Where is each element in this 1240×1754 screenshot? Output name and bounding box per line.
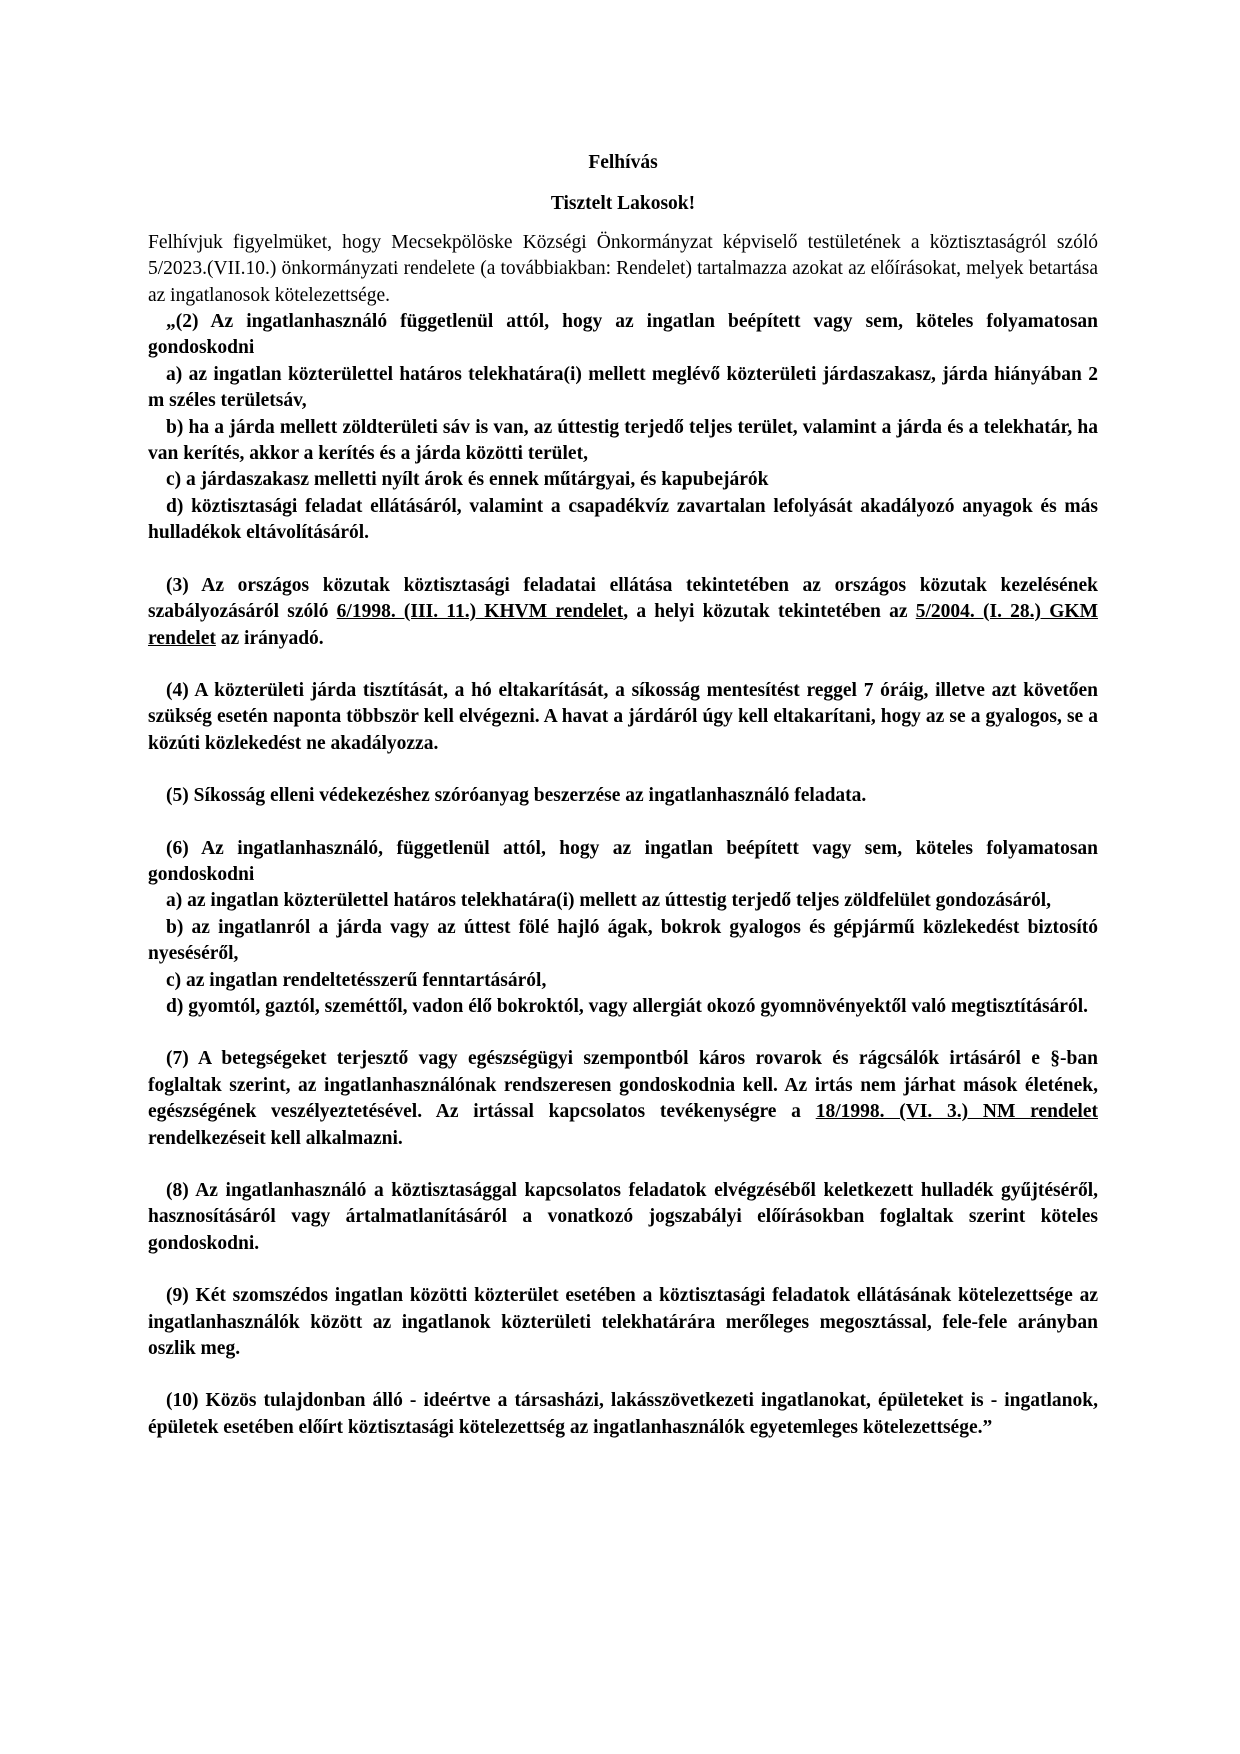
section-2-item-c: c) a járdaszakasz melletti nyílt árok és ennek műtárgyai, és kapubejárók [166, 469, 769, 491]
section-2-item-a: a) az ingatlan közterülettel határos telekhatára(i) mellett meglévő közterületi járdaszakasz, járda hiányában 2 m széles területsáv, [148, 363, 1098, 412]
section-3-regulation-link-1[interactable]: 6/1998. (III. 11.) KHVM rendelet [336, 601, 624, 623]
section-5: (5) Síkosság elleni védekezéshez szóróanyag beszerzése az ingatlanhasználó feladata. [166, 785, 867, 807]
intro-paragraph: Felhívjuk figyelmüket, hogy Mecsekpölöske Községi Önkormányzat képviselő testületének a köztisztaságról szóló 5/2023.(VII.10.) önkormányzati rendelete (a továbbiakban: Rendelet) tartalmazza azokat az előírásokat, melyek betartása az ingatlanosok kötelezettsége. [148, 231, 1098, 306]
section-3-text-2: , a helyi közutak tekintetében az [623, 601, 916, 623]
section-9: (9) Két szomszédos ingatlan közötti közterület esetében a köztisztasági feladatok ellátásának kötelezettsége az ingatlanhasználók között az ingatlanok közterületi telekhatárára merőleges megosztással, fele-fele arányban oszlik meg. [148, 1285, 1098, 1360]
section-8: (8) Az ingatlanhasználó a köztisztasággal kapcsolatos feladatok elvégzéséből keletkezett hulladék gyűjtéséről, hasznosításáról vagy ártalmatlanításáról a vonatkozó jogszabályi előírásokban foglaltak szerint köteles gondoskodni. [148, 1180, 1098, 1254]
section-6 [148, 836, 1098, 1021]
section-6-item-b: b) az ingatlanról a járda vagy az úttest fölé hajló ágak, bokrok gyalogos és gépjármű közlekedést biztosító nyeséséről, [148, 916, 1098, 965]
section-6-item-d: d) gyomtól, gaztól, szeméttől, vadon élő bokroktól, vagy allergiát okozó gyomnövényektől való megtisztításáról. [166, 995, 1088, 1017]
section-3-text-3: az irányadó. [215, 627, 324, 649]
section-2-lead: „(2) Az ingatlanhasználó függetlenül attól, hogy az ingatlan beépített vagy sem, köteles folyamatosan gondoskodni [148, 311, 1098, 359]
section-2-item-d: d) köztisztasági feladat ellátásáról, valamint a csapadékvíz zavartalan lefolyását akadályozó anyagok és más hulladékok eltávolításáról. [148, 495, 1098, 544]
section-6-item-a: a) az ingatlan közterülettel határos telekhatára(i) mellett az úttestig terjedő teljes zöldfelület gondozásáról, [166, 890, 1052, 912]
section-3-text-1: (3) Az országos közutak köztisztasági feladatai ellátása tekintetében az országos közutak kezelésének szabályozásáról szóló [148, 574, 1098, 623]
document-page [148, 150, 1098, 1441]
section-10: (10) Közös tulajdonban álló - ideértve a társasházi, lakásszövetkezeti ingatlanokat, épületeket is - ingatlanok, épületek esetében előírt köztisztasági kötelezettség az ingatlanhasználók egyetemleges kötelezettsége.” [148, 1390, 1098, 1438]
section-6-lead: (6) Az ingatlanhasználó, függetlenül attól, hogy az ingatlan beépített vagy sem, köteles folyamatosan gondoskodni [148, 837, 1098, 885]
section-4: (4) A közterületi járda tisztítását, a hó eltakarítását, a síkosság mentesítést reggel 7 óráig, illetve azt követően szükség esetén naponta többször kell elvégezni. A havat a járdáról úgy kell eltakarítani, hogy az se a gyalogos, se a közúti közlekedést ne akadályozza. [148, 679, 1098, 754]
document-title: Felhívás [588, 152, 658, 173]
section-3 [148, 573, 1098, 652]
section-7-text-2: rendelkezéseit kell alkalmazni. [148, 1127, 403, 1149]
salutation: Tisztelt Lakosok! [550, 193, 696, 215]
section-3-regulation-link-2[interactable]: 5/2004. (I. 28.) GKM rendelet [148, 601, 1098, 649]
section-2-item-b: b) ha a járda mellett zöldterületi sáv is van, az úttestig terjedő teljes terület, valamint a járda és a telekhatár, ha van kerítés, akkor a kerítés és a járda közötti terület, [148, 416, 1098, 465]
section-2 [148, 309, 1098, 547]
section-7 [148, 1046, 1098, 1152]
section-7-text-1: (7) A betegségeket terjesztő vagy egészségügyi szempontból káros rovarok és rágcsálók irtásáról e §-ban foglaltak szerint, az ingatlanhasználónak rendszeresen gondoskodnia kell. Az irtás nem járhat mások életének, egészségének veszélyeztetésével. Az irtással kapcsolatos tevékenységre a [148, 1048, 1098, 1123]
section-6-item-c: c) az ingatlan rendeltetésszerű fenntartásáról, [166, 969, 547, 991]
section-7-regulation-link[interactable]: 18/1998. (VI. 3.) NM rendelet [815, 1101, 1098, 1123]
